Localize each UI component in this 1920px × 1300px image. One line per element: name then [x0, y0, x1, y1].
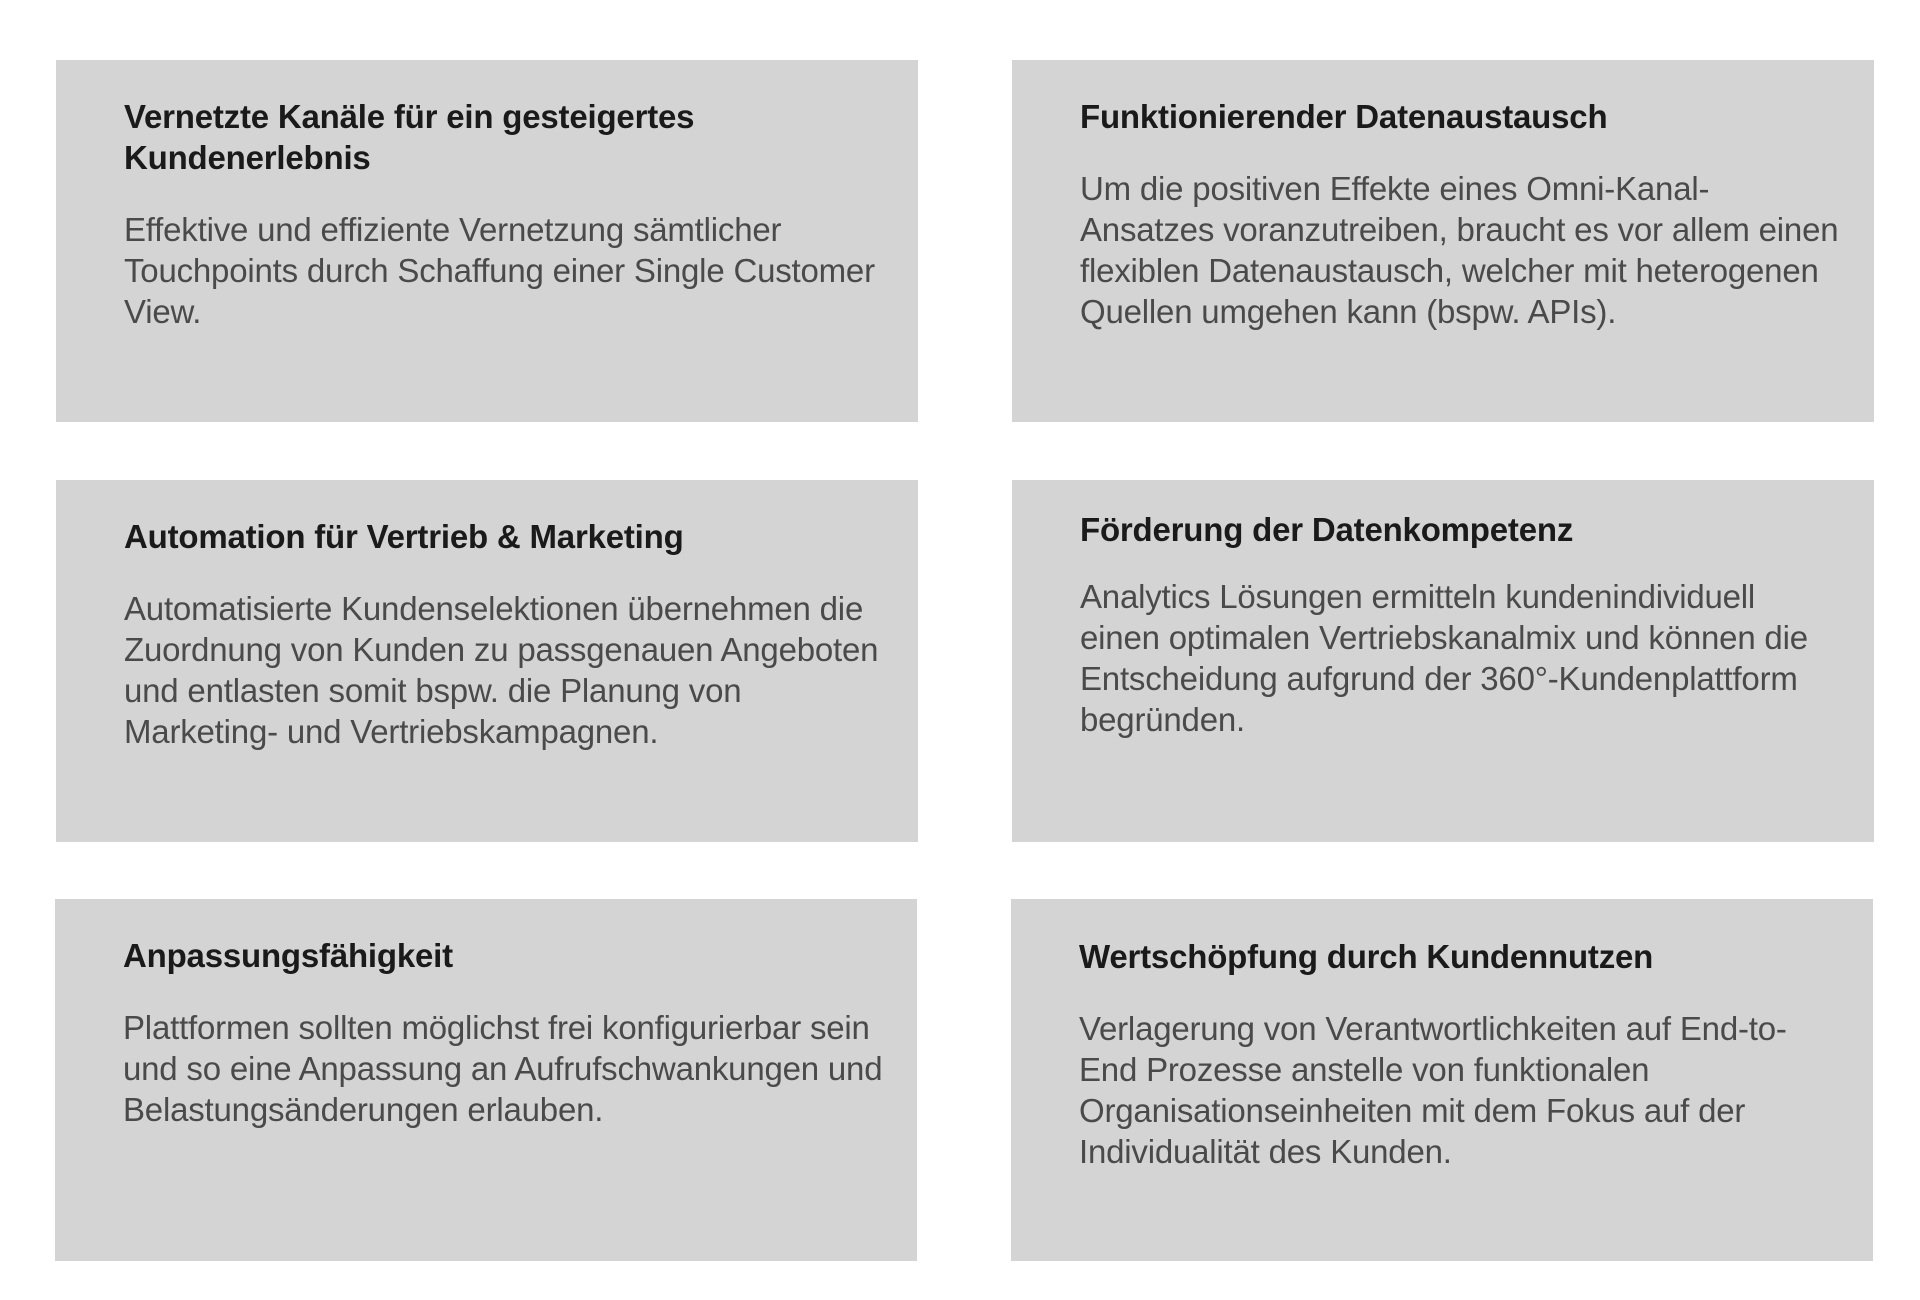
- card-text: Plattformen sollten möglichst frei konfigurierbar sein und so eine Anpassung an Aufrufschwankungen und Belastungsänderungen erlauben.: [123, 1009, 883, 1128]
- card-text: Analytics Lösungen ermitteln kundenindividuell einen optimalen Vertriebskanalmix und können die Entscheidung aufgrund der 360°-Kundenplattform begründen.: [1080, 578, 1808, 738]
- card-text: Verlagerung von Verantwortlichkeiten auf End-to-End Prozesse anstelle von funktionalen Organisationseinheiten mit dem Fokus auf der Individualität des Kunden.: [1079, 1010, 1787, 1170]
- card-title: Funktionierender Datenaustausch: [1080, 98, 1608, 135]
- card-vernetzte-kanaele: [56, 60, 918, 422]
- card-datenkompetenz: [1012, 480, 1874, 842]
- card-text: Automatisierte Kundenselektionen übernehmen die Zuordnung von Kunden zu passgenauen Angeboten und entlasten somit bspw. die Planung von Marketing- und Vertriebskampagnen.: [124, 590, 879, 750]
- card-title: Wertschöpfung durch Kundennutzen: [1079, 938, 1654, 975]
- card-anpassungsfaehigkeit: [55, 899, 917, 1261]
- card-title: Vernetzte Kanäle für ein gesteigertes Kundenerlebnis: [124, 98, 695, 176]
- card-datenaustausch: [1012, 60, 1874, 422]
- card-automation: [56, 480, 918, 842]
- card-title: Anpassungsfähigkeit: [123, 937, 453, 974]
- card-text: Effektive und effiziente Vernetzung sämtlicher Touchpoints durch Schaffung einer Single Customer View.: [124, 211, 875, 330]
- card-wertschoepfung: [1011, 899, 1873, 1261]
- card-title: Förderung der Datenkompetenz: [1080, 511, 1574, 548]
- card-text: Um die positiven Effekte eines Omni-Kanal-Ansatzes voranzutreiben, braucht es vor allem einen flexiblen Datenaustausch, welcher mit heterogenen Quellen umgehen kann (bspw. APIs).: [1080, 170, 1839, 330]
- card-title: Automation für Vertrieb & Marketing: [124, 518, 684, 555]
